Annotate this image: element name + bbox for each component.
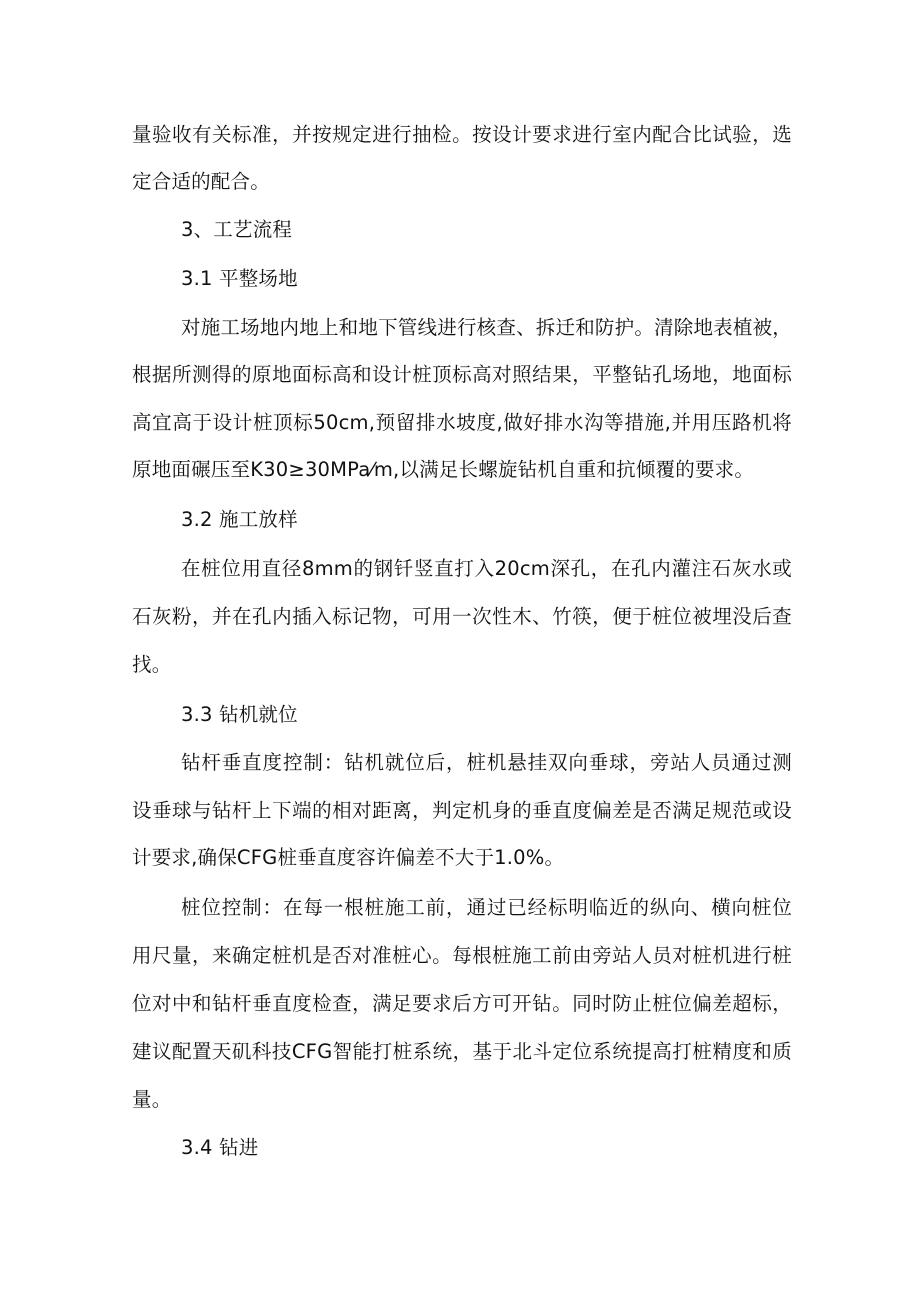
subsection-heading: 3.2 施工放样 [181,508,298,531]
paragraph-line: 高宜高于设计桩顶标50cm,预留排水坡度,做好排水沟等措施,并用压路机将 [132,411,792,434]
paragraph-line: 在桩位用直径8mm的钢钎竖直打入20cm深孔，在孔内灌注石灰水或 [181,557,792,580]
paragraph-line: 建议配置天矶科技CFG智能打桩系统，基于北斗定位系统提高打桩精度和质 [132,1040,792,1063]
subsection-heading: 3.4 钻进 [181,1136,259,1159]
paragraph-line: 用尺量，来确定桩机是否对准桩心。每根桩施工前由旁站人员对桩机进行桩 [132,944,792,967]
paragraph-line: 定合适的配合。 [132,170,270,193]
subsection-heading: 3.1 平整场地 [181,267,298,290]
paragraph-line: 位对中和钻杆垂直度检查，满足要求后方可开钻。同时防止桩位偏差超标， [132,992,792,1015]
paragraph-line: 量。 [132,1088,172,1111]
paragraph-line: 根据所测得的原地面标高和设计桩顶标高对照结果，平整钻孔场地，地面标 [132,363,792,386]
paragraph-line: 石灰粉，并在孔内插入标记物，可用一次性木、竹筷，便于桩位被埋没后查 [132,605,792,628]
paragraph-line: 原地面碾压至K30≥30MPa⁄m,以满足长螺旋钻机自重和抗倾覆的要求。 [132,458,755,481]
paragraph-line: 找。 [132,653,172,676]
paragraph-line: 设垂球与钻杆上下端的相对距离，判定机身的垂直度偏差是否满足规范或设 [132,799,792,822]
section-heading: 3、工艺流程 [181,218,293,241]
paragraph-line: 计要求,确保CFG桩垂直度容许偏差不大于1.0%。 [132,846,565,869]
paragraph-line: 钻杆垂直度控制：钻机就位后，桩机悬挂双向垂球，旁站人员通过测 [181,751,792,774]
paragraph-line: 对施工场地内地上和地下管线进行核查、拆迁和防护。清除地表植被， [181,316,792,339]
subsection-heading: 3.3 钻机就位 [181,703,298,726]
paragraph-line: 量验收有关标准，并按规定进行抽检。按设计要求进行室内配合比试验，选 [132,123,792,146]
paragraph-line: 桩位控制：在每一根桩施工前，通过已经标明临近的纵向、横向桩位 [181,896,792,919]
